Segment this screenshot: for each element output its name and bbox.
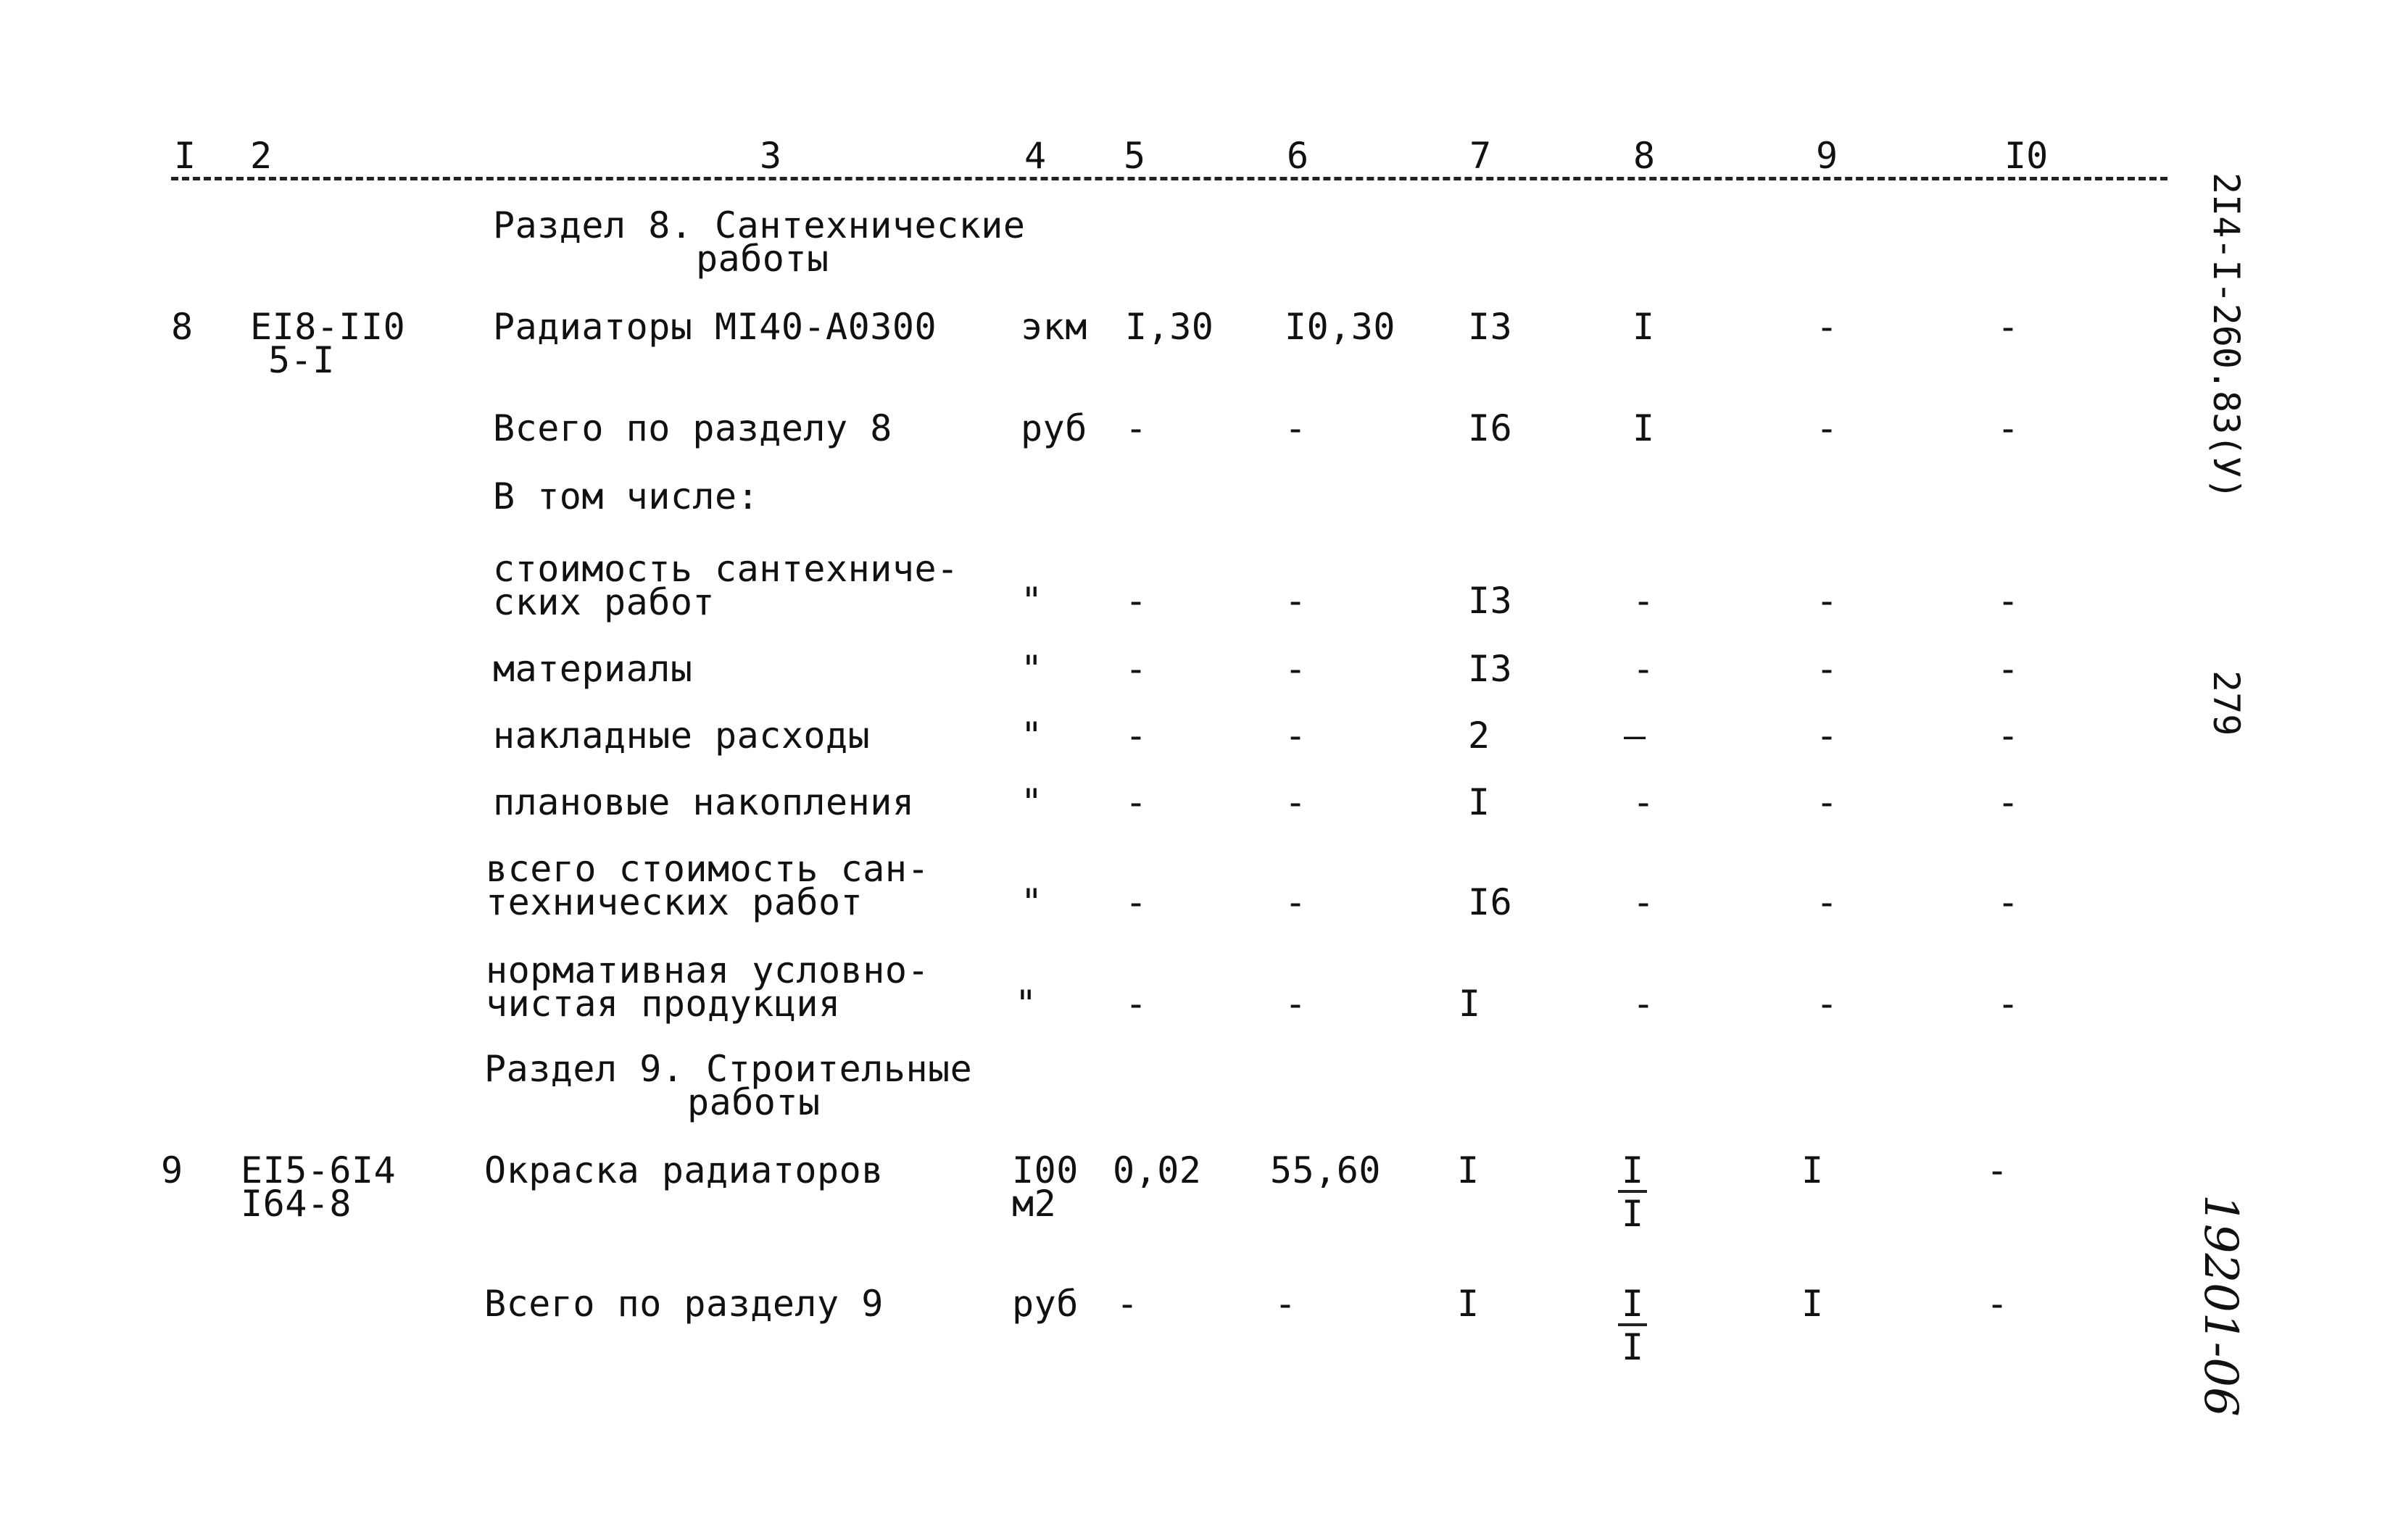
section9-total-name: Всего по разделу 9 [484, 1283, 884, 1325]
col-header-4: 4 [1024, 135, 1047, 177]
item9-c9: I [1801, 1149, 1824, 1191]
col-header-5: 5 [1124, 135, 1146, 177]
section8-total-c5: - [1125, 407, 1148, 449]
col-header-2: 2 [250, 135, 273, 177]
row-c8: - [1632, 648, 1655, 690]
row-c6: - [1285, 648, 1307, 690]
row-c9: - [1816, 580, 1838, 622]
row-c8: - [1632, 983, 1655, 1025]
col-header-10: I0 [2004, 135, 2049, 177]
row-c7: I3 [1468, 580, 1513, 622]
row-unit: " [1021, 648, 1043, 690]
header-divider [171, 177, 2167, 180]
fraction-numerator: I [1621, 1149, 1644, 1191]
fraction-denominator: I [1621, 1326, 1644, 1368]
row-name-line2: технических работ [486, 881, 863, 923]
row-name-line2: ских работ [493, 581, 715, 623]
section8-total-unit: руб [1021, 407, 1087, 449]
col-header-3: 3 [760, 135, 782, 177]
row-c10: - [1997, 881, 2020, 923]
section8-total-c7: I6 [1468, 407, 1513, 449]
item9-unit-line1: I00 [1012, 1149, 1079, 1191]
page-number: 279 [2205, 670, 2247, 736]
item8-unit: экм [1021, 306, 1087, 348]
document-code: 2I4-I-260.83(У) [2205, 172, 2247, 500]
row-c10: - [1997, 580, 2020, 622]
row-c10: - [1997, 648, 2020, 690]
row-c8: — [1624, 715, 1646, 757]
item9-name: Окраска радиаторов [484, 1149, 884, 1191]
row-c9: - [1816, 648, 1838, 690]
item8-code-line1: EI8-II0 [250, 306, 406, 348]
row-unit: " [1021, 715, 1043, 757]
row-name-line2: чистая продукция [486, 983, 841, 1025]
row-c8: - [1632, 580, 1655, 622]
section9-title-line2: работы [687, 1081, 821, 1123]
row-c7: I [1468, 781, 1490, 823]
row-unit: " [1015, 983, 1037, 1025]
item9-code-line2: I64-8 [241, 1183, 352, 1225]
row-name-line1: накладные расходы [493, 715, 871, 757]
row-c8: - [1632, 781, 1655, 823]
row-name-line1: стоимость сантехниче- [493, 548, 959, 590]
row-c6: - [1285, 881, 1307, 923]
row-name-line1: нормативная условно- [486, 949, 930, 991]
row-c10: - [1997, 781, 2020, 823]
section8-total-c9: - [1816, 407, 1838, 449]
row-c5: - [1125, 715, 1148, 757]
row-c6: - [1285, 715, 1307, 757]
item8-c7: I3 [1468, 306, 1513, 348]
item9-c10: - [1986, 1149, 2009, 1191]
archive-number: 19201-06 [2194, 1194, 2247, 1417]
section8-total-c10: - [1997, 407, 2020, 449]
including-label: В том числе: [493, 475, 760, 517]
item9-unit-line2: м2 [1012, 1183, 1057, 1225]
row-c7: I [1459, 983, 1481, 1025]
item9-code-line1: EI5-6I4 [241, 1149, 397, 1191]
row-c6: - [1285, 983, 1307, 1025]
row-c9: - [1816, 983, 1838, 1025]
col-header-7: 7 [1469, 135, 1492, 177]
section9-total-c8-fraction [1618, 1283, 1647, 1368]
item8-name: Радиаторы МI40-А0300 [493, 306, 937, 348]
section8-title-line2: работы [696, 238, 829, 280]
row-c10: - [1997, 715, 2020, 757]
col-header-9: 9 [1816, 135, 1838, 177]
fraction-denominator: I [1621, 1193, 1644, 1235]
item8-c6: I0,30 [1285, 306, 1396, 348]
col-header-6: 6 [1287, 135, 1309, 177]
item9-number: 9 [161, 1149, 183, 1191]
row-c7: I3 [1468, 648, 1513, 690]
row-c5: - [1125, 648, 1148, 690]
section9-total-c6: - [1274, 1283, 1297, 1325]
col-header-8: 8 [1633, 135, 1656, 177]
item9-c5: 0,02 [1113, 1149, 1202, 1191]
row-unit: " [1021, 881, 1043, 923]
row-c7: 2 [1468, 715, 1490, 757]
item8-number: 8 [171, 306, 194, 348]
row-unit: " [1021, 781, 1043, 823]
item9-c7: I [1457, 1149, 1480, 1191]
row-c5: - [1125, 983, 1148, 1025]
row-c5: - [1125, 580, 1148, 622]
item8-c10: - [1997, 306, 2020, 348]
section9-total-c10: - [1986, 1283, 2009, 1325]
item8-c8: I [1632, 306, 1655, 348]
section8-total-name: Всего по разделу 8 [493, 407, 892, 449]
row-unit: " [1021, 580, 1043, 622]
row-c9: - [1816, 881, 1838, 923]
fraction-numerator: I [1621, 1283, 1644, 1325]
row-c6: - [1285, 580, 1307, 622]
section9-total-unit: руб [1012, 1283, 1079, 1325]
row-c10: - [1997, 983, 2020, 1025]
item9-c8-fraction [1618, 1149, 1647, 1235]
item8-code-line2: 5-I [268, 339, 335, 381]
row-c7: I6 [1468, 881, 1513, 923]
row-c6: - [1285, 781, 1307, 823]
row-c9: - [1816, 715, 1838, 757]
section9-total-c5: - [1116, 1283, 1139, 1325]
row-c8: - [1632, 881, 1655, 923]
row-name-line1: всего стоимость сан- [486, 848, 930, 890]
col-header-1: I [174, 135, 196, 177]
section8-total-c6: - [1285, 407, 1307, 449]
section9-total-c7: I [1457, 1283, 1480, 1325]
item8-c9: - [1816, 306, 1838, 348]
row-name-line1: материалы [493, 648, 693, 690]
row-name-line1: плановые накопления [493, 781, 915, 823]
section8-title-line1: Раздел 8. Сантехнические [493, 204, 1026, 246]
row-c5: - [1125, 781, 1148, 823]
section9-total-c9: I [1801, 1283, 1824, 1325]
row-c9: - [1816, 781, 1838, 823]
item9-c6: 55,60 [1270, 1149, 1382, 1191]
row-c5: - [1125, 881, 1148, 923]
item8-c5: I,30 [1125, 306, 1214, 348]
section8-total-c8: I [1632, 407, 1655, 449]
section9-title-line1: Раздел 9. Строительные [484, 1048, 973, 1090]
